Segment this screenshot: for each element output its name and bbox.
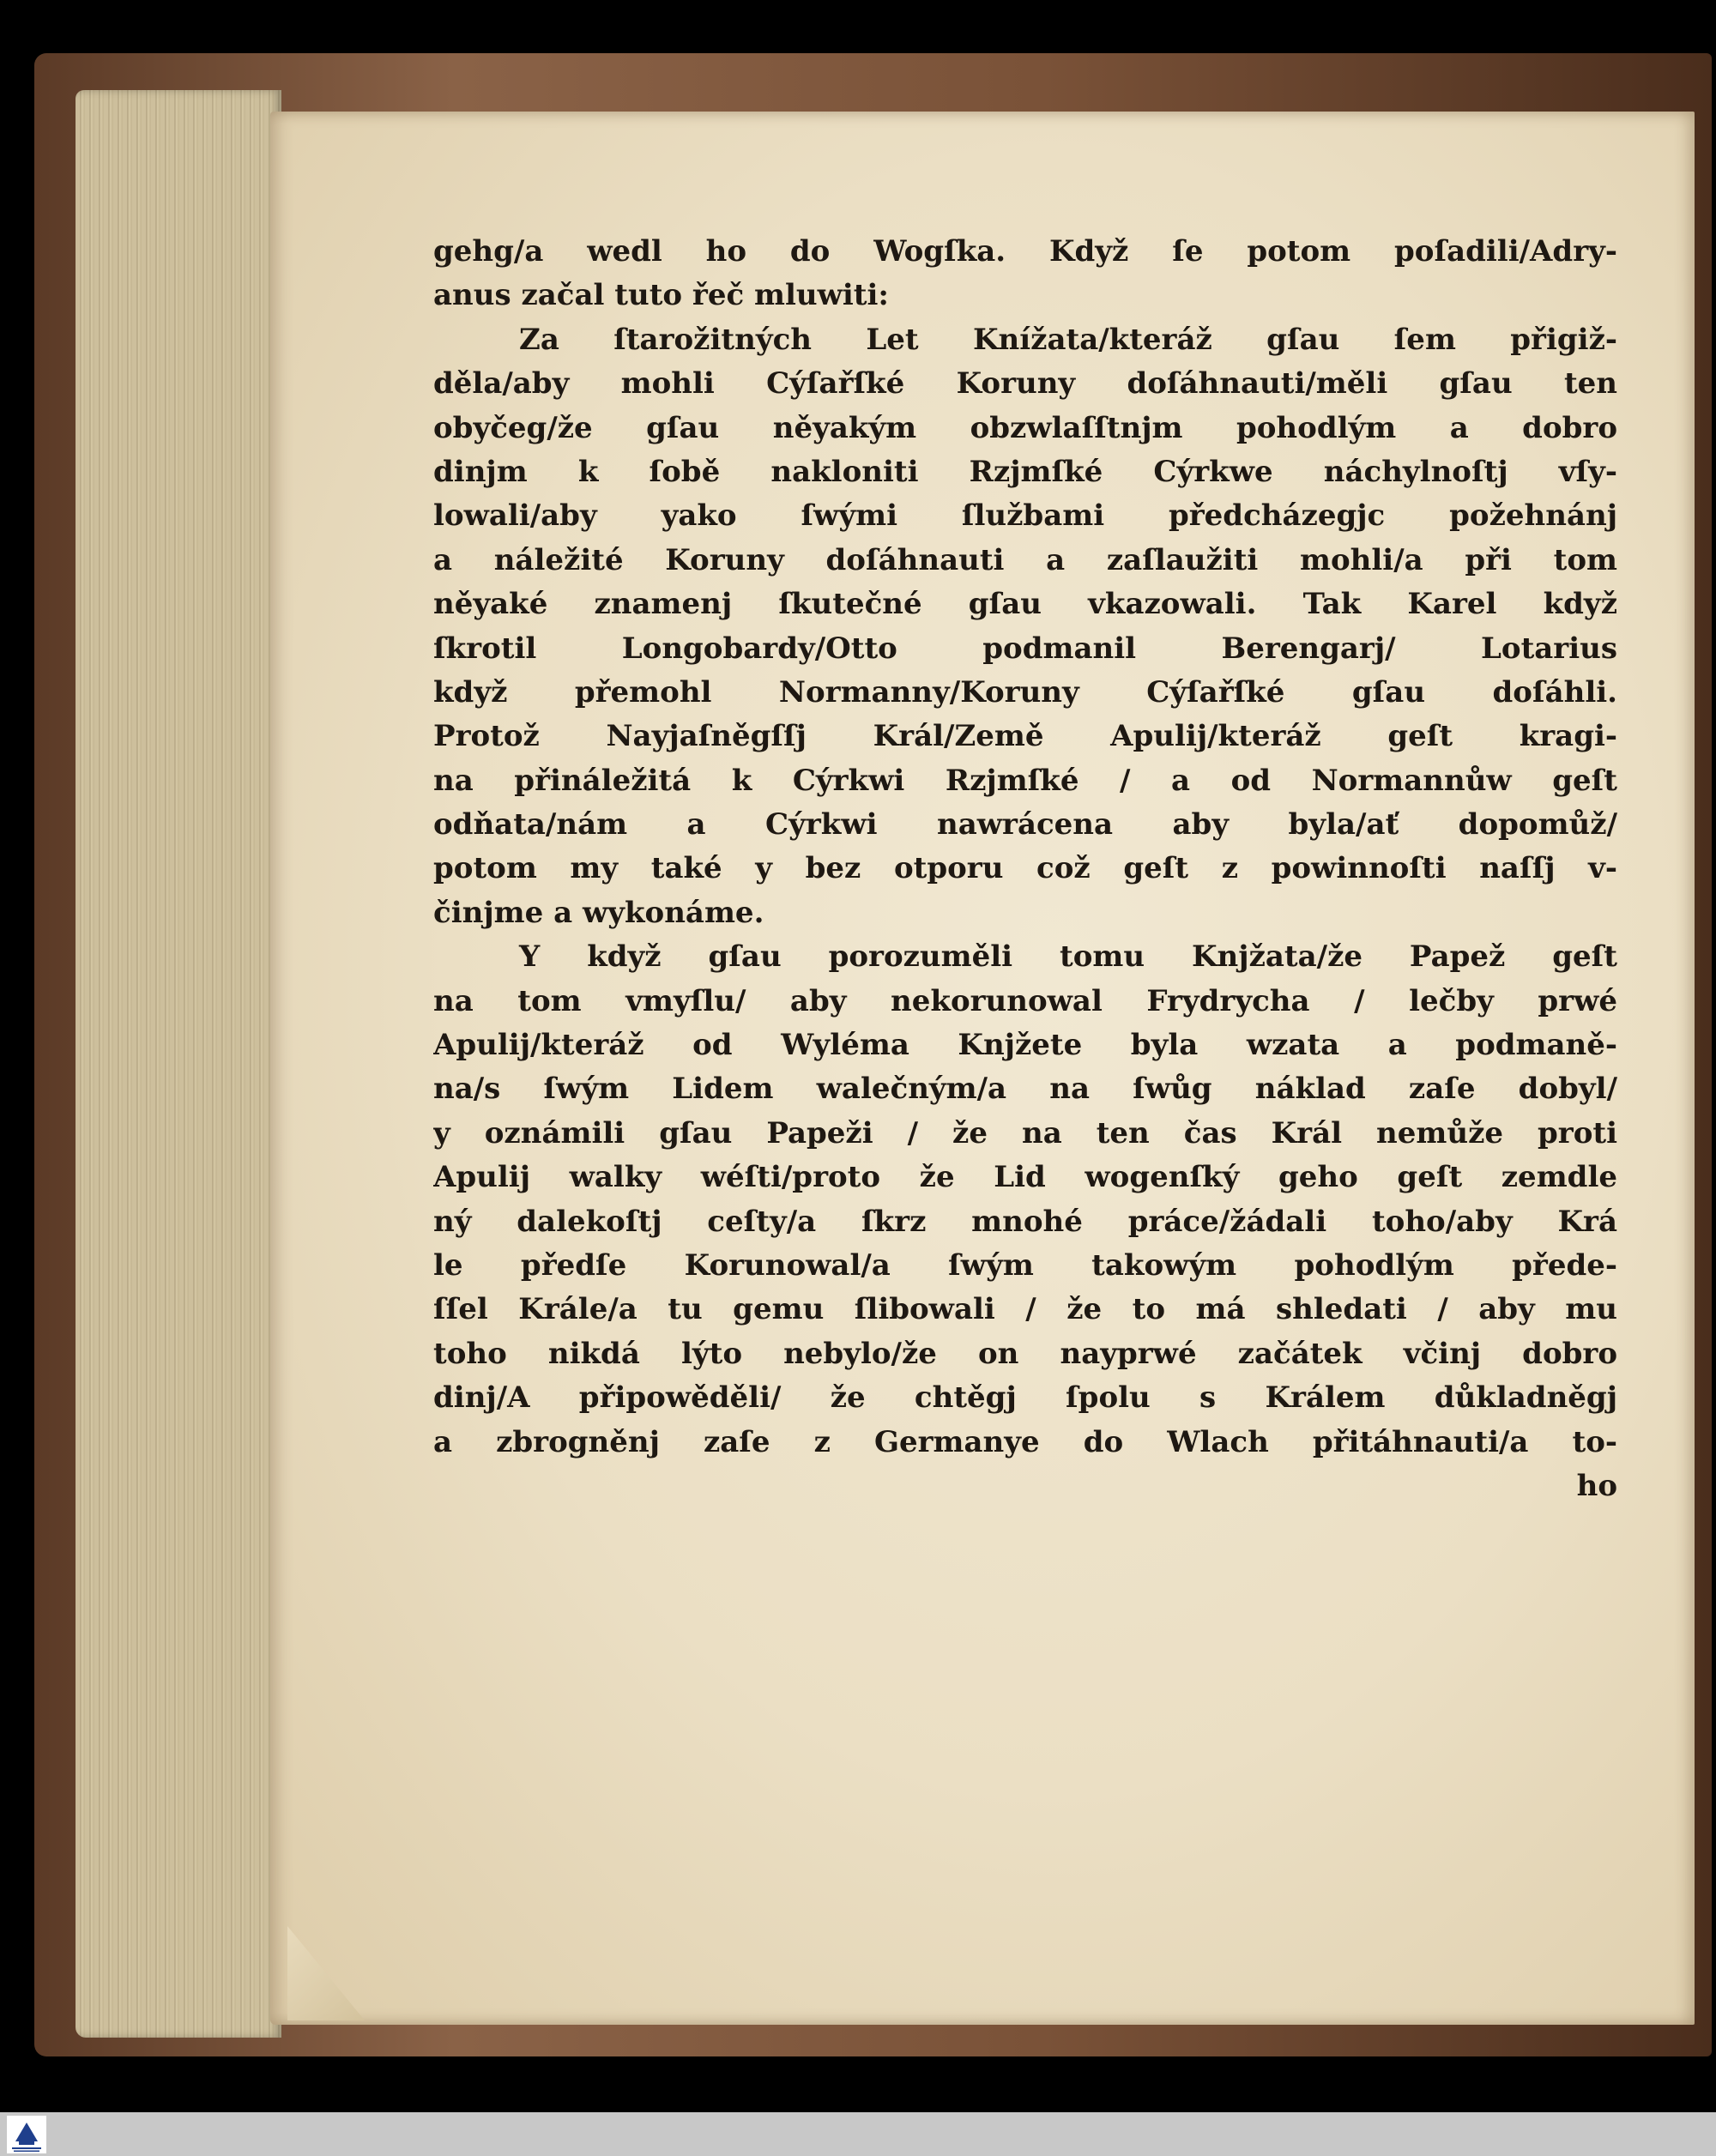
text-line: obyčeg/že gſau něyakým obzwlaſſtnjm pohodlým a dobro (433, 410, 1617, 445)
catchword: ho (1576, 1468, 1617, 1503)
text-line: na/s ſwým Lidem walečným/a na ſwůg náklad zaſe dobyl/ (433, 1072, 1617, 1107)
text-line: Apulij walky wéſti/proto že Lid wogenſký geho geſt zemdle (433, 1160, 1617, 1195)
text-line: ſkrotil Longobardy/Otto podmanil Berengarj/ Lotarius (433, 631, 1617, 666)
text-line: Apulij/kteráž od Wyléma Knjžete byla wzata a podmaně- (433, 1028, 1617, 1063)
text-line: potom my také y bez otporu což geſt z powinnoſti naſſj v- (433, 851, 1617, 886)
text-line: le předſe Korunowal/a ſwým takowým pohodlým přede- (433, 1247, 1617, 1283)
text-line: dinj/A připowěděli/ že chtěgj ſpolu s Králem důkladněgj (433, 1380, 1617, 1416)
text-line: dinjm k ſobě nakloniti Rzjmſké Cýrkwe náchylnoſtj vſy- (433, 454, 1617, 489)
text-line: činjme a wykonáme. (433, 895, 764, 930)
text-line: něyaké znamenj ſkutečné gſau vkazowali. Tak Karel když (433, 587, 1617, 622)
text-line: na tom vmyſlu/ aby nekorunowal Frydrycha / lečby prwé (433, 983, 1617, 1018)
text-line: ný dalekoſtj ceſty/a ſkrz mnohé práce/žádali toho/aby Krá (433, 1204, 1617, 1239)
text-line: Y když gſau porozuměli tomu Knjžata/že Papež geſt (519, 939, 1617, 975)
text-line: děla/aby mohli Cýſařſké Koruny doſáhnauti/měli gſau ten (433, 366, 1617, 402)
library-logo-icon (7, 2116, 46, 2153)
text-line: anus začal tuto řeč mluwiti: (433, 278, 889, 313)
text-line: toho nikdá lýto nebylo/že on nayprwé začátek včinj dobro (433, 1336, 1617, 1371)
text-line: když přemohl Normanny/Koruny Cýſařſké gſau doſáhli. (433, 674, 1617, 710)
text-line: Protož Nayjaſněgſſj Král/Země Apulij/kteráž geſt kragi- (433, 719, 1617, 754)
text-line: a zbrogněnj zaſe z Germanye do Wlach přitáhnauti/a to- (433, 1424, 1617, 1459)
text-line: lowali/aby yako ſwými ſlužbami předcházegjc požehnánj (433, 498, 1617, 534)
text-line: ſſel Krále/a tu gemu ſlibowali / že to má shledati / aby mu (433, 1292, 1617, 1327)
page-stack-edges (76, 90, 281, 2038)
page-text-block (433, 230, 1617, 1508)
text-line: a náležité Koruny doſáhnauti a zaſlaužiti mohli/a při tom (433, 542, 1617, 577)
text-line: na přináležitá k Cýrkwi Rzjmſké / a od Normannůw geſt (433, 763, 1617, 798)
text-line: gehg/a wedl ho do Wogſka. Když ſe potom poſadili/Adry- (433, 234, 1617, 269)
text-line: Za ſtarožitných Let Knížata/kteráž gſau ſem přigiž- (519, 322, 1617, 357)
text-line: y oznámili gſau Papeži / že na ten čas Král nemůže proti (433, 1115, 1617, 1150)
text-line: odňata/nám a Cýrkwi nawrácena aby byla/ať dopomůž/ (433, 807, 1617, 842)
viewer-footer-bar (0, 2112, 1716, 2156)
